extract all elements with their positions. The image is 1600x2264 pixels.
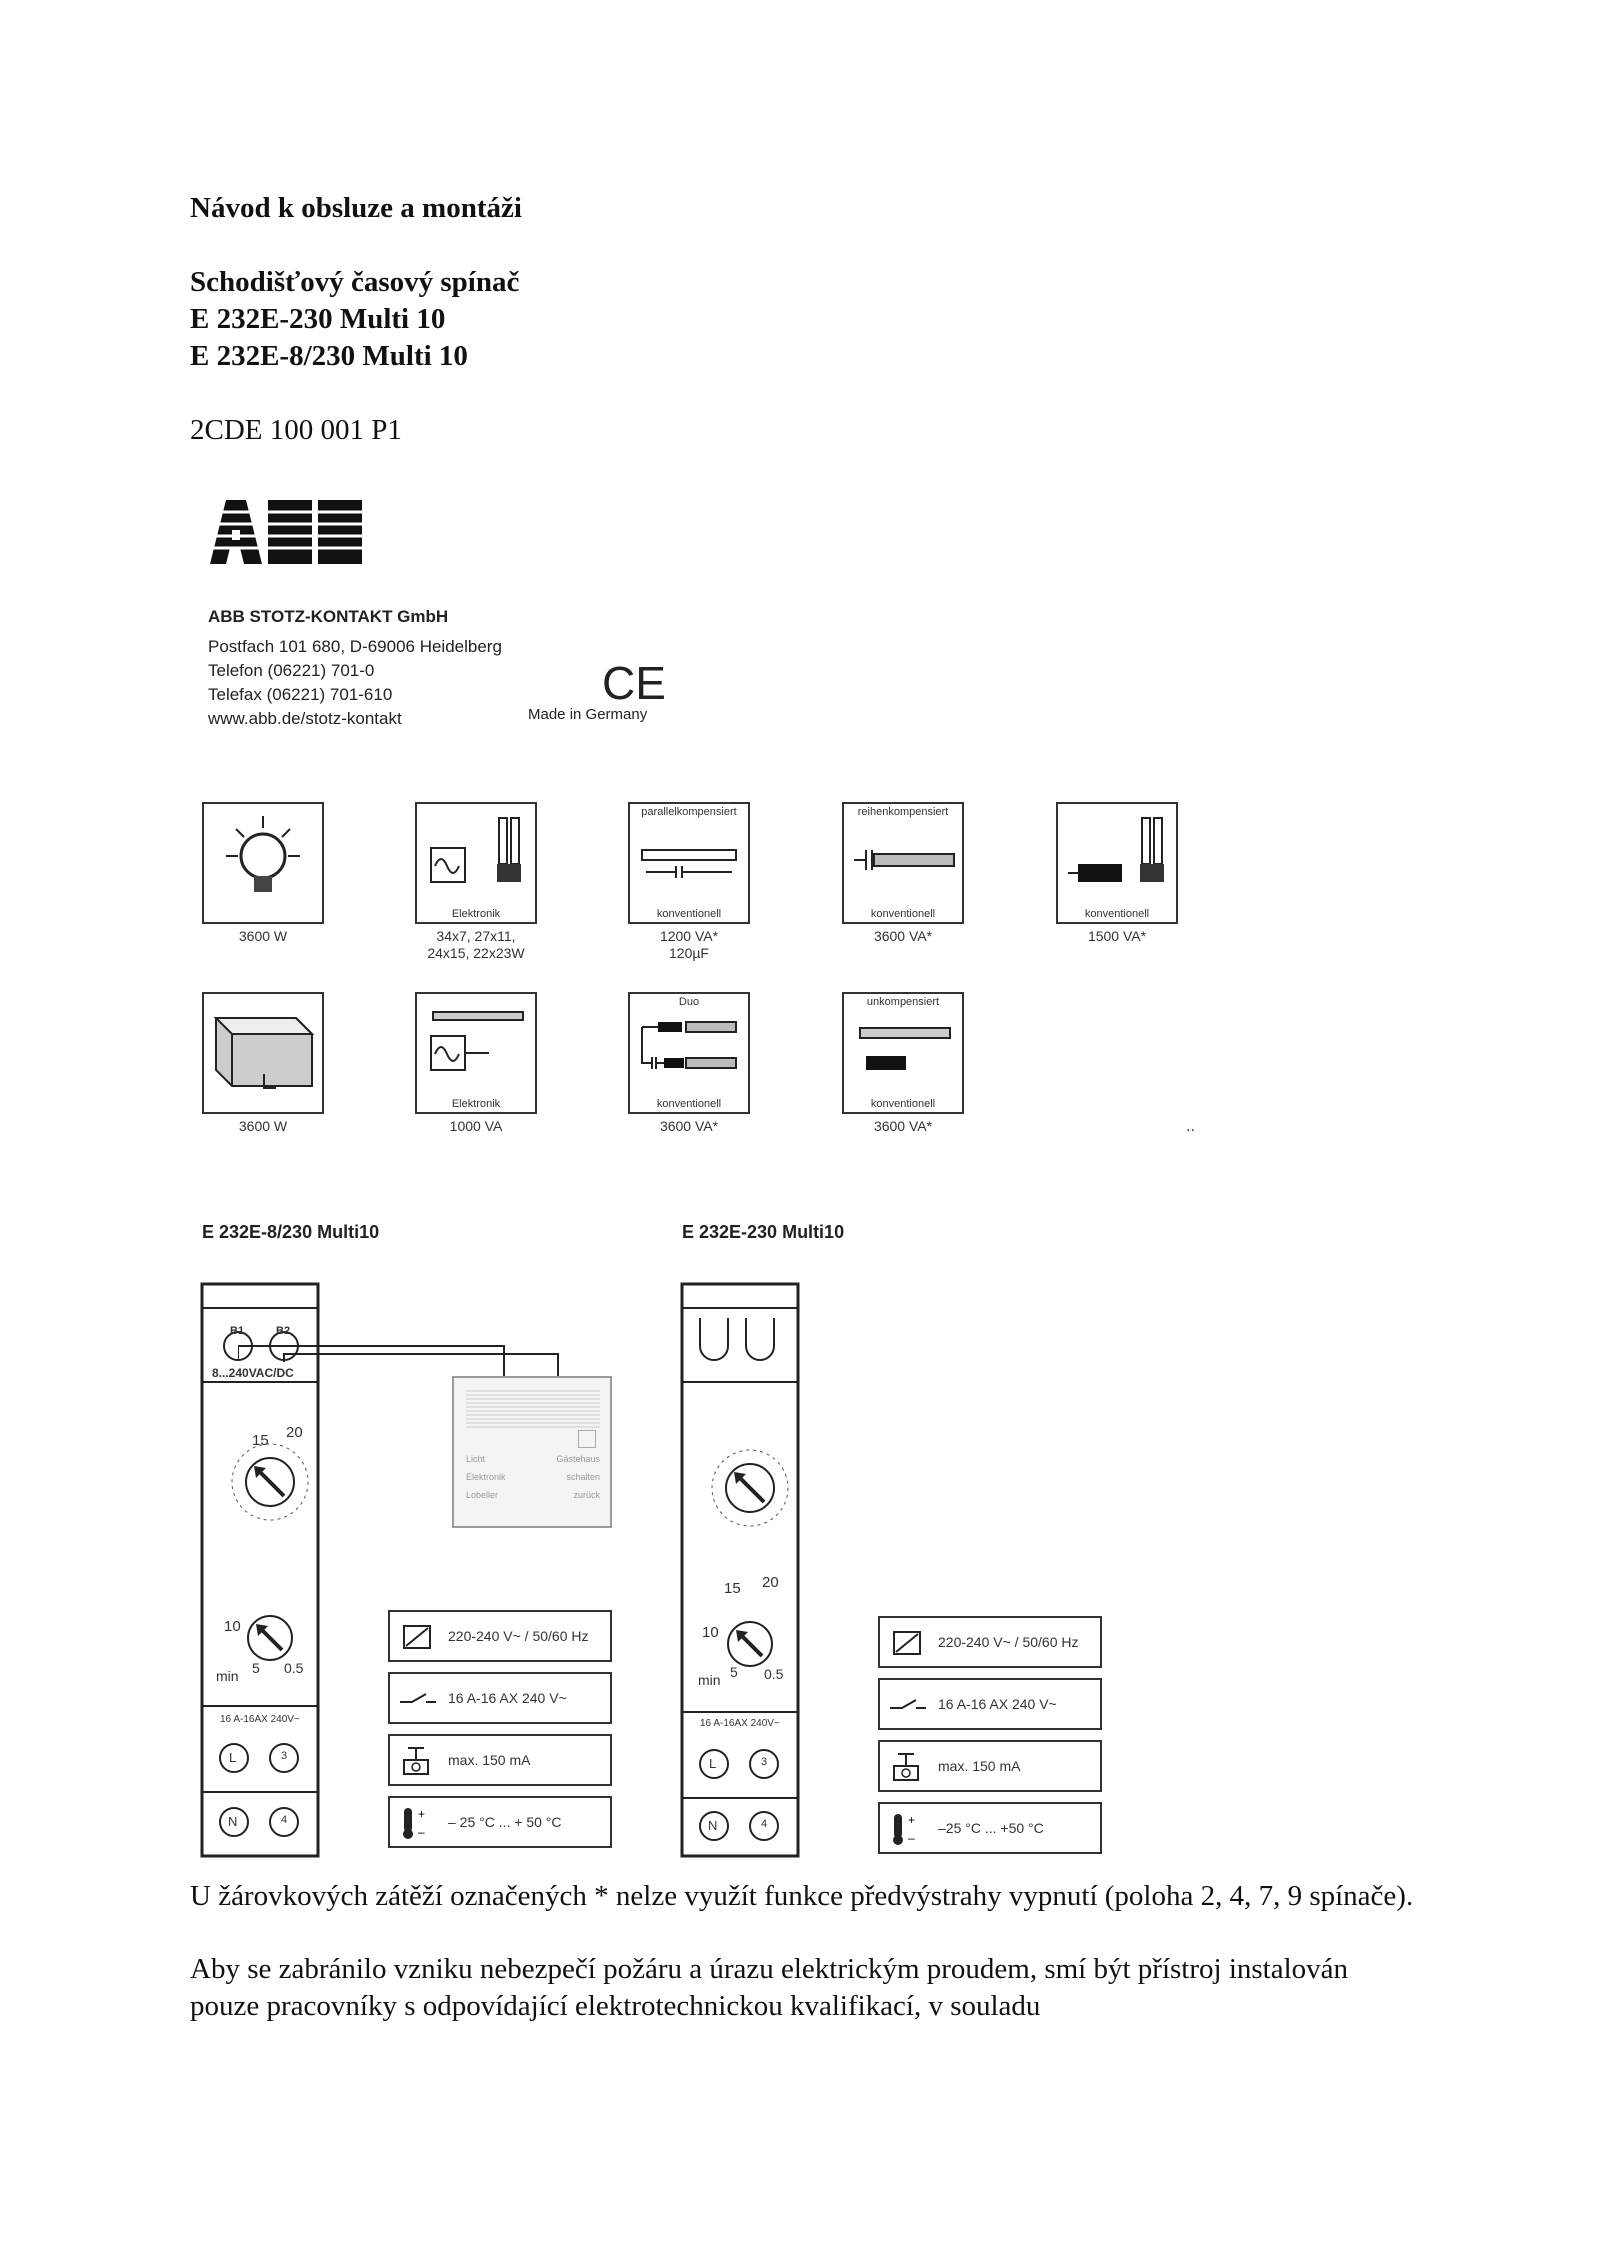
left-spec-temperature — [388, 1796, 612, 1848]
company-fax: Telefax (06221) 701-610 — [208, 685, 393, 704]
left-knob-label-5: 5 — [252, 1660, 260, 1676]
model-1: E 232E-230 Multi 10 — [190, 303, 446, 335]
compact-fluorescent-electronic-icon — [417, 804, 535, 904]
right-spec-supply — [878, 1616, 1102, 1668]
svg-text:+: + — [418, 1807, 426, 1821]
load-value-bulb: 3600 W — [238, 928, 288, 944]
load-icon-duo-top: Duo — [678, 996, 700, 1008]
supply-voltage-label: 8...240VAC/DC — [212, 1366, 294, 1380]
right-terminal-n: N — [708, 1818, 718, 1833]
load-value-cfl-electronic: 34x7, 27x11, 24x15, 22x23W — [427, 928, 525, 961]
left-spec-temperature-text: – 25 °C ... + 50 °C — [448, 1814, 562, 1830]
load-icon-series-top: reihenkompensiert — [857, 806, 949, 818]
right-knob-label-5: 5 — [730, 1664, 738, 1680]
company-postal-address: Postfach 101 680, D-69006 Heidelberg — [208, 637, 502, 656]
right-knob-label-05: 0.5 — [764, 1666, 784, 1682]
load-icon-parallel-top: parallelkompensiert — [641, 806, 737, 818]
bulb-icon — [204, 804, 322, 922]
panel-button-3: Elektronik — [466, 1472, 506, 1482]
right-spec-contact-text: 16 A-16 AX 240 V~ — [938, 1696, 1057, 1712]
right-spec-pushbutton — [878, 1740, 1102, 1792]
load-icon-cfl-electronic — [415, 802, 537, 924]
left-knob-label-20: 20 — [286, 1424, 303, 1441]
left-spec-pushbutton — [388, 1734, 612, 1786]
switch-contact-icon — [888, 1688, 928, 1722]
load-icon-series-label: konventionell — [870, 908, 936, 920]
body-text — [190, 1878, 1420, 2025]
terminal-b2: B2 — [276, 1325, 291, 1337]
fluorescent-electronic-icon — [417, 994, 535, 1094]
coil-icon — [398, 1620, 438, 1654]
terminal-b1: B1 — [230, 1325, 245, 1337]
right-knob-label-15: 15 — [724, 1580, 741, 1597]
panel-button-1: Licht — [466, 1454, 486, 1464]
company-phone: Telefon (06221) 701-0 — [208, 661, 375, 680]
wiring-lines — [238, 1340, 568, 1380]
load-icon-halogen — [202, 992, 324, 1114]
left-terminal-n: N — [228, 1814, 238, 1829]
fluorescent-uncompensated-icon — [844, 1008, 962, 1088]
panel-grille — [466, 1390, 600, 1430]
load-icon-bulb — [202, 802, 324, 924]
switch-contact-icon — [398, 1682, 438, 1716]
fluorescent-series-icon — [844, 818, 962, 898]
load-icon-parallel — [628, 802, 750, 924]
load-icon-series — [842, 802, 964, 924]
thermometer-icon — [888, 1812, 928, 1846]
load-value-duo: 3600 VA* — [659, 1118, 719, 1134]
left-spec-contact — [388, 1672, 612, 1724]
load-icon-duo — [628, 992, 750, 1114]
right-terminal-4: 4 — [761, 1818, 768, 1830]
coil-icon — [888, 1626, 928, 1660]
load-value-parallel: 1200 VA* 120µF — [659, 928, 719, 961]
company-website: www.abb.de/stotz-kontakt — [208, 709, 402, 728]
doc-title: Návod k obsluze a montáži — [190, 192, 522, 224]
device-left-title: E 232E-8/230 Multi10 — [202, 1222, 380, 1242]
panel-button-4: schalten — [566, 1472, 600, 1482]
paragraph-safety: Aby se zabránilo vzniku nebezpečí požáru a úrazu elektrickým proudem, smí být přístroj instalován pouze pracovníky s odpovídající elektrotechnickou kvalifikací, v souladu — [190, 1953, 1349, 2022]
right-spec-contact — [878, 1678, 1102, 1730]
made-in-label: Made in Germany — [528, 706, 648, 723]
right-terminal-l: L — [709, 1756, 717, 1771]
panel-button-2: Gästehaus — [556, 1454, 600, 1464]
thermometer-icon — [398, 1806, 438, 1840]
product-type: Schodišťový časový spínač — [190, 266, 520, 298]
load-icon-uncompensated-label: konventionell — [870, 1098, 936, 1110]
load-icon-fl-electronic-label: Elektronik — [451, 1098, 501, 1110]
panel-buttons — [466, 1454, 600, 1500]
panel-led-icon — [578, 1430, 596, 1448]
load-value-uncompensated: 3600 VA* — [873, 1118, 933, 1134]
svg-text:–: – — [418, 1825, 425, 1839]
fluorescent-duo-icon — [630, 1008, 748, 1088]
load-icon-cfl-conventional-label: konventionell — [1084, 908, 1150, 920]
load-icon-uncompensated — [842, 992, 964, 1114]
right-spec-temperature-text: –25 °C ... +50 °C — [938, 1820, 1044, 1836]
company-address-block — [208, 605, 502, 731]
load-icon-cfl-electronic-label: Elektronik — [451, 908, 501, 920]
load-icon-fl-electronic — [415, 992, 537, 1114]
left-spec-supply-text: 220-240 V~ / 50/60 Hz — [448, 1628, 589, 1644]
left-contact-label: 16 A-16AX 240V~ — [220, 1714, 300, 1725]
left-terminal-4: 4 — [281, 1814, 288, 1826]
right-spec-supply-text: 220-240 V~ / 50/60 Hz — [938, 1634, 1079, 1650]
load-icon-cfl-conventional — [1056, 802, 1178, 924]
load-value-halogen: 3600 W — [238, 1118, 288, 1134]
device-right-drawing — [680, 1282, 810, 1858]
left-terminal-l: L — [229, 1750, 237, 1765]
left-spec-contact-text: 16 A-16 AX 240 V~ — [448, 1690, 567, 1706]
trailing-dots: .. — [1186, 1118, 1195, 1135]
compact-fluorescent-conventional-icon — [1058, 804, 1176, 904]
panel-button-6: zurück — [573, 1490, 600, 1500]
svg-text:+: + — [908, 1813, 916, 1827]
right-knob-label-min: min — [698, 1672, 721, 1688]
left-knob-label-15: 15 — [252, 1432, 269, 1449]
device-right-title: E 232E-230 Multi10 — [682, 1222, 845, 1242]
svg-text:–: – — [908, 1831, 915, 1845]
document-header — [190, 190, 522, 449]
right-knob-label-20: 20 — [762, 1574, 779, 1591]
left-knob-label-05: 0.5 — [284, 1660, 304, 1676]
load-icon-parallel-label: konventionell — [656, 908, 722, 920]
panel-button-5: Lobeller — [466, 1490, 499, 1500]
right-spec-pushbutton-text: max. 150 mA — [938, 1758, 1021, 1774]
left-spec-pushbutton-text: max. 150 mA — [448, 1752, 531, 1768]
load-value-cfl-conventional: 1500 VA* — [1087, 928, 1147, 944]
company-name: ABB STOTZ-KONTAKT GmbH — [208, 607, 449, 626]
right-spec-temperature — [878, 1802, 1102, 1854]
abb-logo — [208, 500, 368, 564]
right-contact-label: 16 A-16AX 240V~ — [700, 1718, 780, 1729]
left-terminal-3: 3 — [281, 1750, 288, 1762]
model-2: E 232E-8/230 Multi 10 — [190, 340, 468, 372]
left-knob-label-10: 10 — [224, 1618, 241, 1635]
document-code: 2CDE 100 001 P1 — [190, 414, 402, 446]
pushbutton-icon — [888, 1750, 928, 1784]
right-terminal-3: 3 — [761, 1756, 768, 1768]
paragraph-note: U žárovkových zátěží označených * nelze využít funkce předvýstrahy vypnutí (poloha 2, 4, 7, 9 spínače). — [190, 1880, 1414, 1912]
fluorescent-parallel-icon — [630, 818, 748, 898]
left-knob-label-min: min — [216, 1668, 239, 1684]
pushbutton-icon — [398, 1744, 438, 1778]
load-icon-uncompensated-top: unkompensiert — [866, 996, 940, 1008]
ce-mark-icon: CE — [602, 657, 666, 709]
load-icon-duo-label: konventionell — [656, 1098, 722, 1110]
left-spec-supply — [388, 1610, 612, 1662]
halogen-transformer-icon — [204, 994, 322, 1112]
pushbutton-panel — [452, 1376, 612, 1528]
right-knob-label-10: 10 — [702, 1624, 719, 1641]
load-value-series: 3600 VA* — [873, 928, 933, 944]
load-value-fl-electronic: 1000 VA — [449, 1118, 503, 1134]
